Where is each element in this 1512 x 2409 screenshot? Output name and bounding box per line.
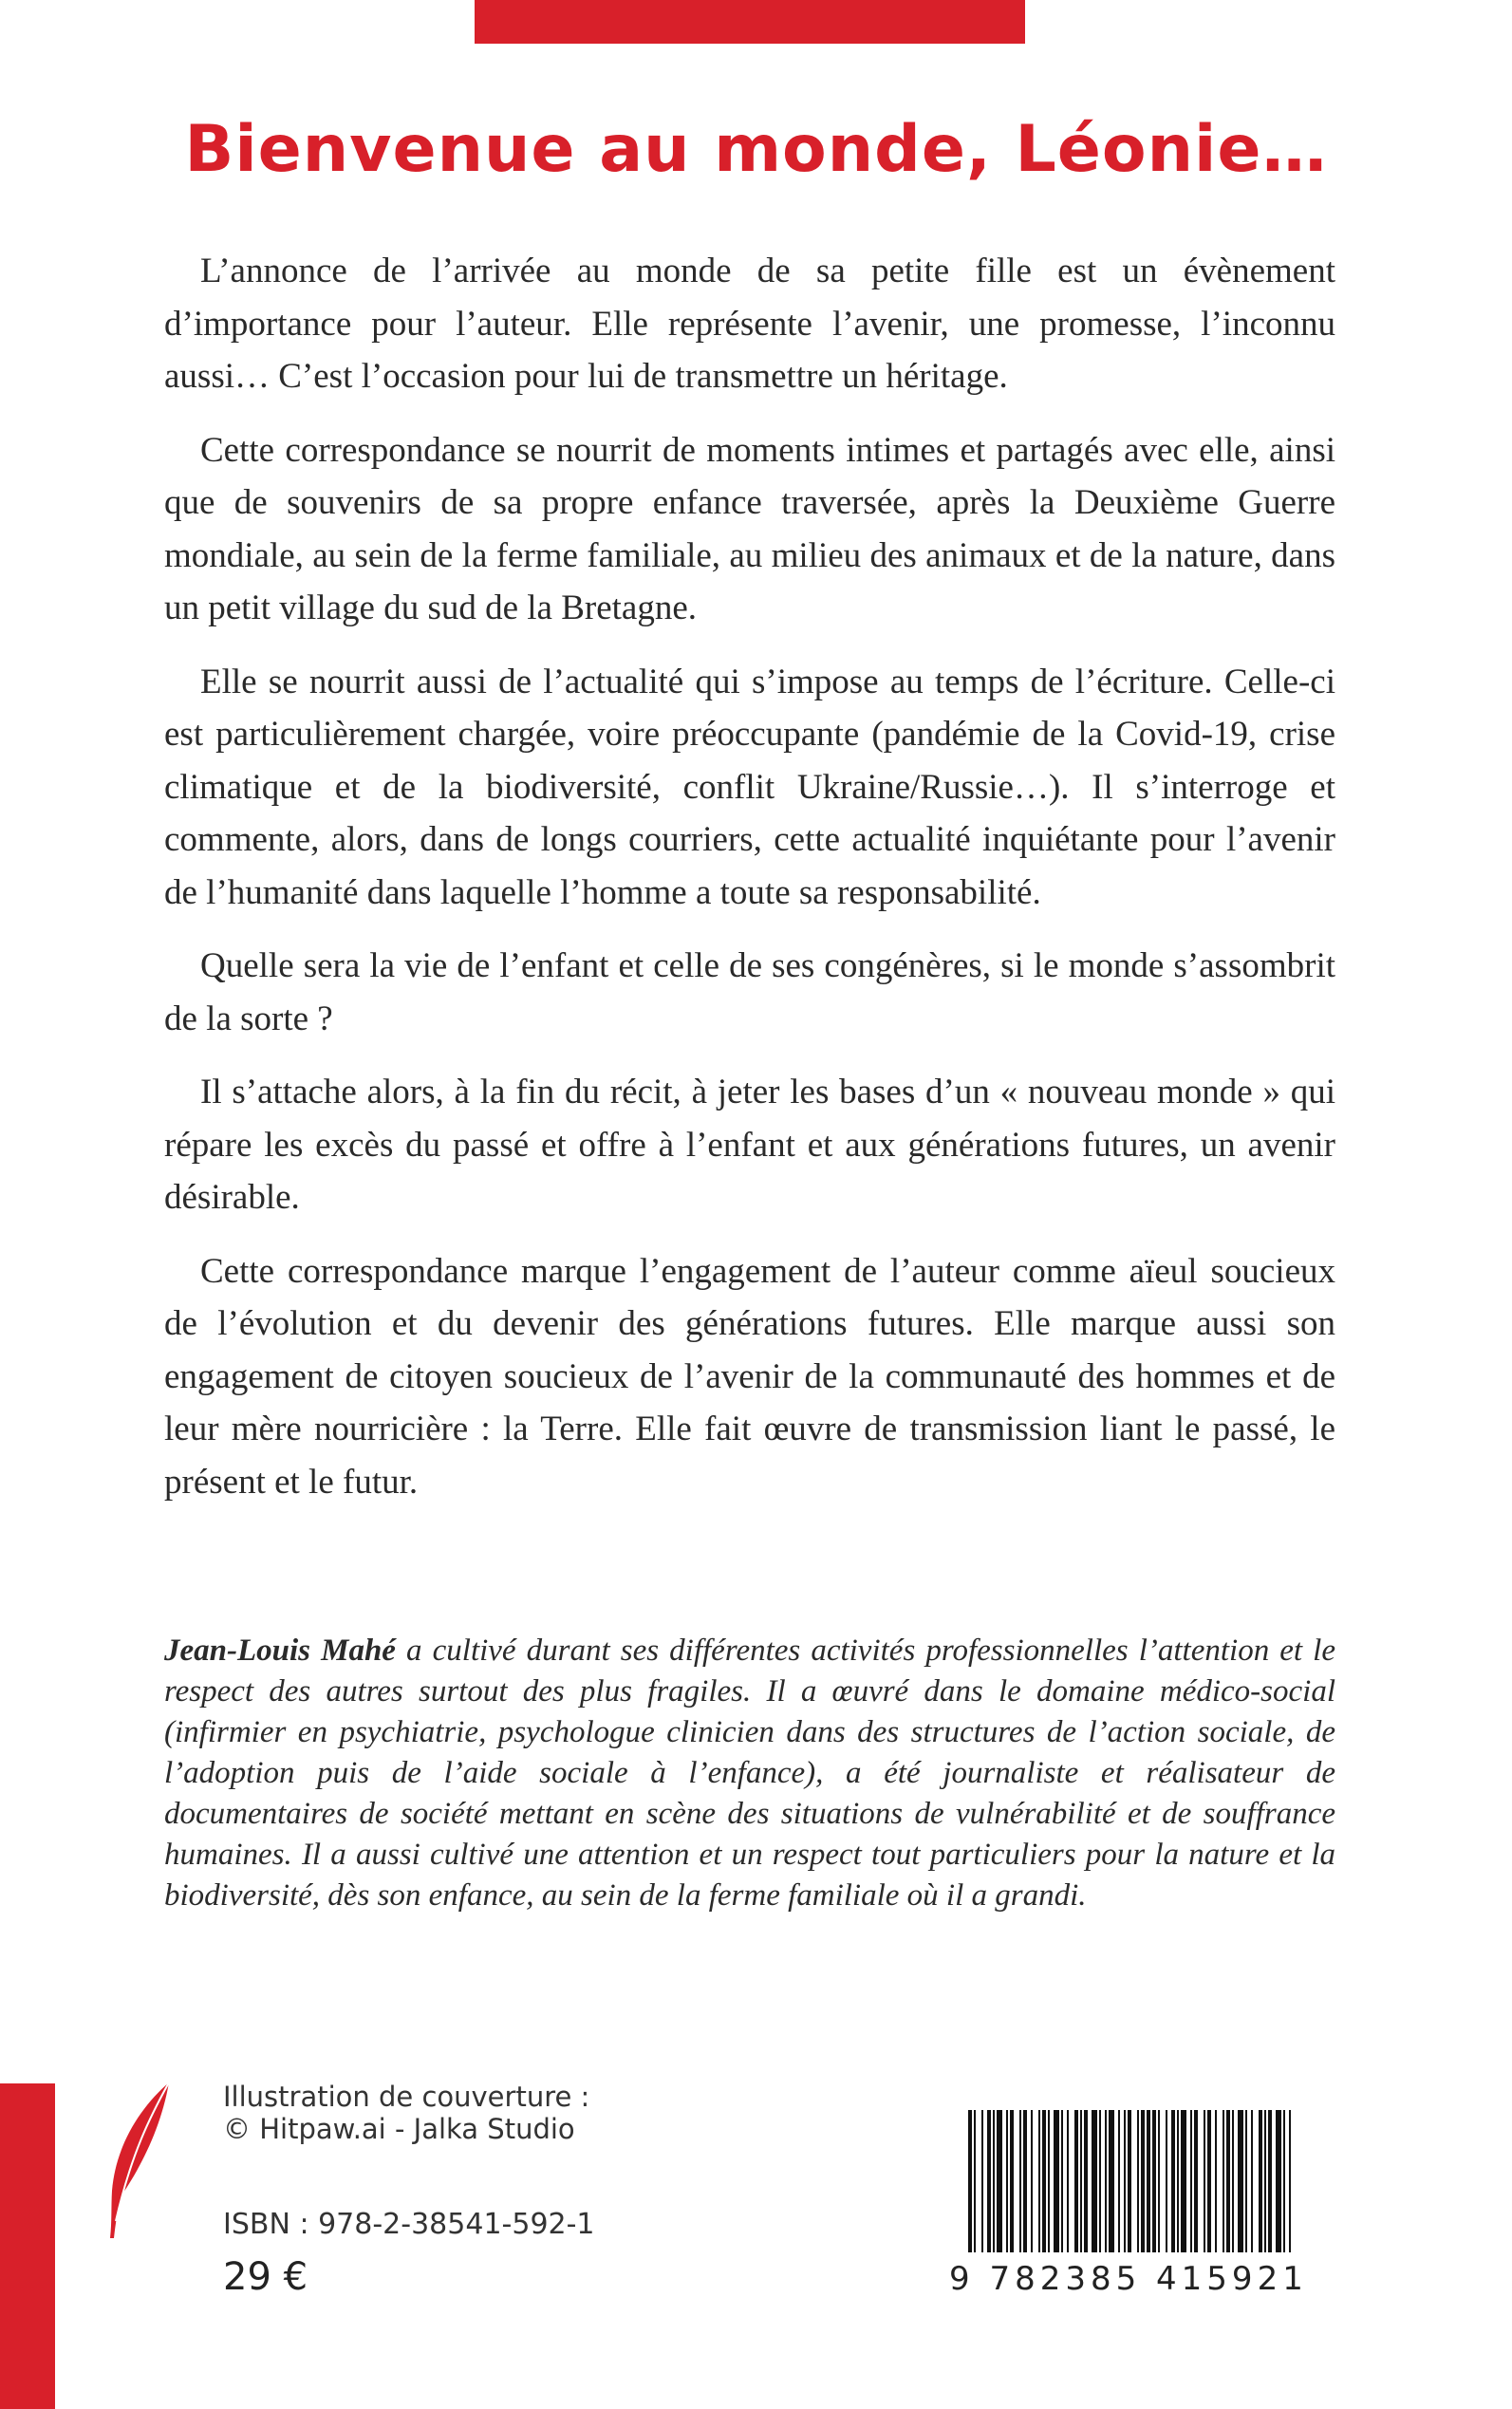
feather-icon (103, 2079, 178, 2245)
barcode-bar (1006, 2110, 1008, 2252)
barcode-digits: 9 782385 415921 (949, 2260, 1308, 2298)
barcode-bar (1152, 2110, 1156, 2252)
blurb-paragraph: Cette correspondance se nourrit de moments intimes et partagés avec elle, ainsi que de souvenirs de sa propre enfance traversée, après la Deuxième Guerre mondiale, au sein de la ferme familiale, au milieu des animaux et de la nature, dans un petit village du sud de la Bretagne. (164, 430, 1335, 627)
barcode-bar (1038, 2110, 1040, 2252)
barcode-bar (1092, 2110, 1097, 2252)
barcode-bar (1226, 2110, 1230, 2252)
barcode-bar (1245, 2110, 1247, 2252)
barcode-bar (1084, 2110, 1088, 2252)
blurb-paragraph: Elle se nourrit aussi de l’actualité qui s’impose au temps de l’écriture. Celle-ci est particulièrement chargée, voire préoccupante (pandémie de la Covid-19, crise climatique et de la biodiversité, conflit Ukraine/Russie…). Il s’interroge et commente, alors, dans de longs courriers, cette actualité inquiétante pour l’avenir de l’humanité dans laquelle l’homme a toute sa responsabilité. (164, 662, 1335, 912)
barcode-bar (1128, 2110, 1131, 2252)
barcode-bar (1158, 2110, 1160, 2252)
blurb-paragraph: Il s’attache alors, à la fin du récit, à jeter les bases d’un « nouveau monde » qui répare les excès du passé et offre à l’enfant et aux générations futures, un avenir désirable. (164, 1073, 1335, 1217)
barcode-bar (1251, 2110, 1253, 2252)
cover-credits (223, 2081, 589, 2145)
barcode-bar (1238, 2110, 1243, 2252)
top-accent-bar (475, 0, 1025, 44)
barcode-bar (1190, 2110, 1192, 2252)
barcode-bar (993, 2110, 995, 2252)
barcode-bar (1031, 2110, 1033, 2252)
barcode-bar (1181, 2110, 1186, 2252)
barcode-bar (1232, 2110, 1234, 2252)
barcode-bar (987, 2110, 991, 2252)
isbn-number: ISBN : 978-2-38541-592-1 (223, 2208, 595, 2241)
price: 29 € (223, 2255, 308, 2299)
barcode-bar (1289, 2110, 1291, 2252)
barcode-bar (997, 2110, 1002, 2252)
barcode-bar (1268, 2110, 1272, 2252)
barcode-bar (1137, 2110, 1139, 2252)
barcode-bar (1042, 2110, 1046, 2252)
barcode-bar (974, 2110, 976, 2252)
author-bio-text: a cultivé durant ses différentes activités professionnelles l’attention et le respect des autres surtout des plus fragiles. Il a œuvré dans le domaine médico-social (infirmier en psychiatrie, psychologue clinicien dans des structures de l’action sociale, de l’adoption puis de l’aide sociale à l’enfance), a été journaliste et réalisateur de documentaires de société mettant en scène des situations de vulnérabilité et de souffrance humaines. Il a aussi cultivé une attention et un respect tout particuliers pour la nature et la biodiversité, dès son enfance, au sein de la ferme familiale où il a grandi. (164, 1634, 1335, 1913)
barcode-bar (1048, 2110, 1050, 2252)
barcode-bars (968, 2110, 1291, 2252)
barcode-bar (1074, 2110, 1078, 2252)
barcode-bar (1010, 2110, 1014, 2252)
barcode-bar (1283, 2110, 1285, 2252)
barcode-bar (1019, 2110, 1021, 2252)
book-title: Bienvenue au monde, Léonie… (184, 112, 1328, 187)
barcode-bar (1061, 2110, 1063, 2252)
barcode (930, 2083, 1324, 2311)
barcode-bar (1105, 2110, 1107, 2252)
barcode-bar (1067, 2110, 1069, 2252)
side-accent-bar (0, 2083, 55, 2409)
barcode-bar (1264, 2110, 1266, 2252)
author-name: Jean-Louis Mahé (164, 1634, 396, 1668)
blurb-paragraph: L’annonce de l’arrivée au monde de sa petite fille est un évènement d’importance pour l’auteur. Elle représente l’avenir, une promesse, l’inconnu aussi… C’est l’occasion pour lui de transmettre un héritage. (164, 252, 1335, 396)
barcode-bar (1276, 2110, 1281, 2252)
credits-line: © Hitpaw.ai - Jalka Studio (223, 2113, 575, 2145)
barcode-bar (1141, 2110, 1145, 2252)
barcode-bar (1223, 2110, 1224, 2252)
barcode-bar (1023, 2110, 1027, 2252)
back-cover-blurb (164, 245, 1335, 1529)
barcode-bar (1171, 2110, 1175, 2252)
barcode-bar (1177, 2110, 1179, 2252)
barcode-bar (1215, 2110, 1217, 2252)
barcode-bar (1259, 2110, 1262, 2252)
barcode-bar (1194, 2110, 1198, 2252)
barcode-bar (1109, 2110, 1114, 2252)
barcode-bar (1054, 2110, 1059, 2252)
blurb-paragraph: Quelle sera la vie de l’enfant et celle de ses congénères, si le monde s’assombrit de la sorte ? (164, 946, 1335, 1038)
barcode-bar (1207, 2110, 1211, 2252)
barcode-bar (1124, 2110, 1126, 2252)
barcode-bar (1080, 2110, 1082, 2252)
barcode-bar (1099, 2110, 1101, 2252)
barcode-bar (1118, 2110, 1120, 2252)
barcode-bar (968, 2110, 972, 2252)
barcode-bar (1166, 2110, 1167, 2252)
author-bio (164, 1631, 1335, 1916)
blurb-paragraph: Cette correspondance marque l’engagement de l’auteur comme aïeul soucieux de l’évolution et du devenir des générations futures. Elle marque aussi son engagement de citoyen soucieux de l’avenir de la communauté des hommes et de leur mère nourricière : la Terre. Elle fait œuvre de transmission liant le passé, le présent et le futur. (164, 1251, 1335, 1502)
barcode-bar (981, 2110, 983, 2252)
barcode-bar (1204, 2110, 1205, 2252)
barcode-bar (1147, 2110, 1150, 2252)
credits-line: Illustration de couverture : (223, 2081, 590, 2113)
